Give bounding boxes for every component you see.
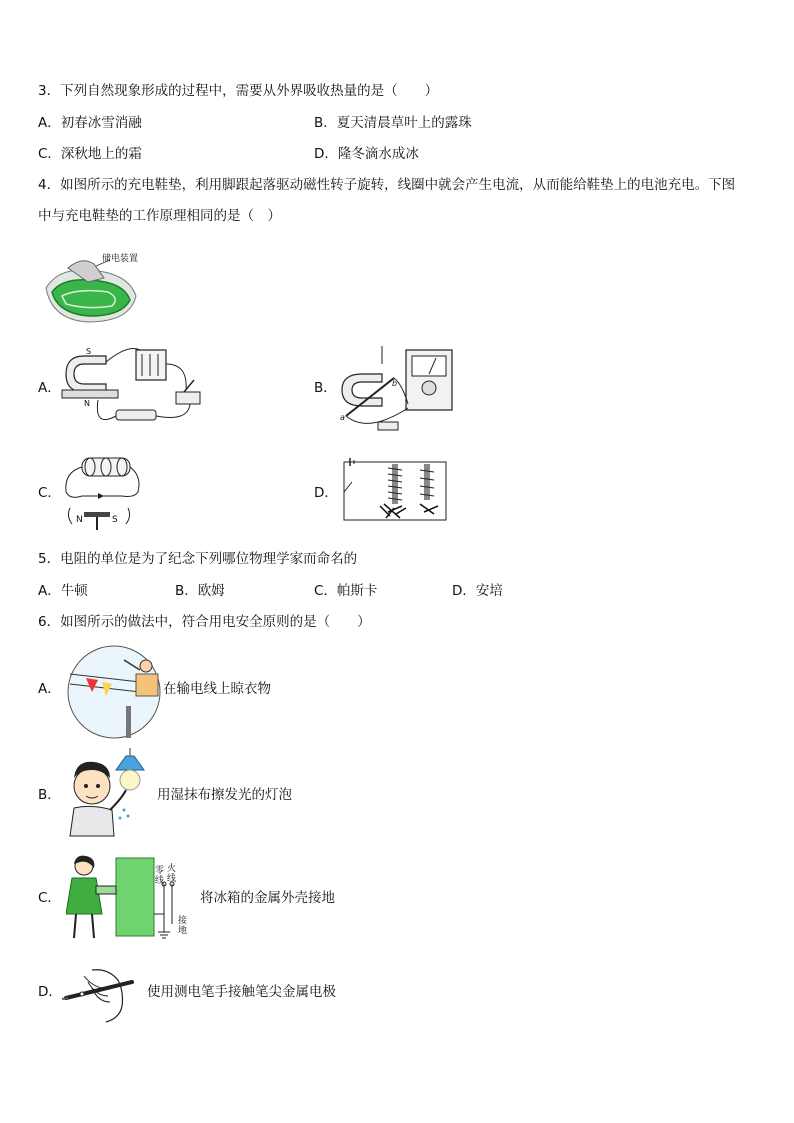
q4-option-b-label: B． [314,380,337,396]
q6-option-d-figure [62,962,142,1026]
q3-option-d: D．隆冬滴水成冰 [314,146,419,162]
q3-option-b: B．夏天清晨草叶上的露珠 [314,115,472,131]
charging-insole-figure [38,248,142,334]
q4-stem-line1: 4．如图所示的充电鞋垫，利用脚跟起落驱动磁性转子旋转，线圈中就会产生电流，从而能给鞋垫上的电池充电。下图 [38,177,736,193]
q6c-ground-label: 接地 [178,916,188,936]
q6-option-a-figure [66,644,162,740]
q4-option-d-label: D． [314,485,338,501]
q6c-neutral-label: 零线 [155,866,165,886]
q3-option-a: A．初春冰雪消融 [38,115,142,131]
q3-stem: 3．下列自然现象形成的过程中，需要从外界吸收热量的是（ ） [38,83,439,99]
q6-option-c-caption: 将冰箱的金属外壳接地 [200,890,335,906]
q4-option-d-figure [340,456,450,524]
q4-option-c-figure [62,452,142,534]
q5-option-a: A．牛顿 [38,583,88,599]
q6-option-b-figure [62,748,158,838]
q3-option-c: C．深秋地上的霜 [38,146,142,162]
q4a-s-label: S [86,347,92,356]
q4c-s-label: S [112,515,118,525]
q6-option-b-label: B． [38,787,61,803]
q4-option-a-label: A． [38,380,61,396]
q6-option-d-label: D． [38,984,62,1000]
q6c-live-label: 火线 [167,864,177,884]
q6-stem: 6．如图所示的做法中，符合用电安全原则的是（ ） [38,614,371,630]
q5-stem: 5．电阻的单位是为了纪念下列哪位物理学家而命名的 [38,551,358,567]
q5-option-d: D．安培 [452,583,503,599]
q4b-b-label: b [392,379,398,388]
q5-option-b: B．欧姆 [175,583,225,599]
q4-option-c-label: C． [38,485,61,501]
insole-label: 储电装置 [102,254,139,264]
q4a-n-label: N [84,399,90,408]
q6-option-b-caption: 用湿抹布擦发光的灯泡 [157,787,292,803]
q6-option-d-caption: 使用测电笔手接触笔尖金属电极 [147,984,336,1000]
q5-option-c: C．帕斯卡 [314,583,378,599]
q4b-a-label: a [340,413,345,422]
q4-stem-line2: 中与充电鞋垫的工作原理相同的是（ ） [38,208,281,224]
q4-option-a-figure [58,344,208,434]
q6-option-a-label: A． [38,681,61,697]
q6-option-a-caption: 在输电线上晾衣物 [163,681,271,697]
q4-option-b-figure [338,344,458,434]
q4c-n-label: N [76,515,83,525]
q6-option-c-label: C． [38,890,61,906]
